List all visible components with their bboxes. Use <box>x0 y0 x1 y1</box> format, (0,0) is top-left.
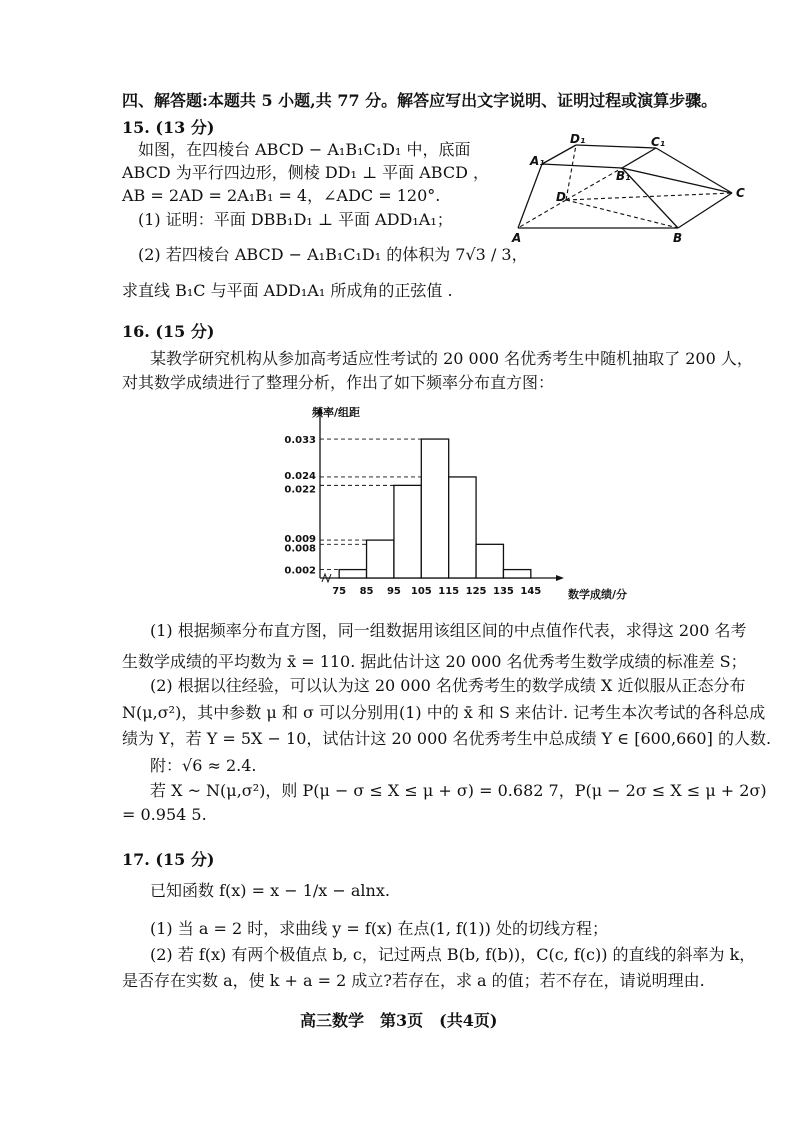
bar-135-145 <box>503 570 530 578</box>
section-header: 四、解答题:本题共 5 小题,共 77 分。解答应写出文字说明、证明过程或演算步骤。 <box>122 91 718 110</box>
label-c: C <box>736 186 745 200</box>
y-tick-label-0.008: 0.008 <box>284 543 316 555</box>
q15-part-1: (1) 证明：平面 DBB₁D₁ ⊥ 平面 ADD₁A₁； <box>138 210 453 229</box>
x-tick-label-85: 85 <box>359 586 374 597</box>
q16-normal-probs: 若 X ~ N(μ,σ²)，则 P(μ − σ ≤ X ≤ μ + σ) = 0.682 7，P(μ − 2σ ≤ X ≤ μ + 2σ) <box>150 781 767 800</box>
q15-line-6: 求直线 B₁C 与平面 ADD₁A₁ 所成角的正弦值 . <box>122 281 453 300</box>
q16-part1-b: 生数学成绩的平均数为 x̄ = 110. 据此估计这 20 000 名优秀考生数学成绩的标准差 S； <box>122 652 747 671</box>
bar-95-105 <box>394 485 421 578</box>
edge-a1-d1 <box>542 145 576 164</box>
q17-function: 已知函数 f(x) = x − 1/x − alnx. <box>150 881 390 900</box>
q16-intro-2: 对其数学成绩进行了整理分析，作出了如下频率分布直方图： <box>122 373 555 392</box>
x-axis-arrow <box>556 575 564 581</box>
q17-part2-a: (2) 若 f(x) 有两个极值点 b, c，记过两点 B(b, f(b))，C(c, f(c)) 的直线的斜率为 k， <box>150 945 756 964</box>
q15-line-2: ABCD 为平行四边形，侧棱 DD₁ ⊥ 平面 ABCD ， <box>122 163 489 182</box>
y-tick-label-0.022: 0.022 <box>284 484 316 496</box>
y-tick-label-0.024: 0.024 <box>284 470 316 482</box>
y-tick-label-0.009: 0.009 <box>284 534 316 546</box>
edge-b1-c <box>622 168 732 193</box>
label-a1: A₁ <box>530 154 545 168</box>
frequency-histogram <box>270 400 628 610</box>
q16-intro-1: 某教学研究机构从参加高考适应性考试的 20 000 名优秀考生中随机抽取了 200 人， <box>150 349 753 368</box>
x-tick-label-115: 115 <box>438 586 460 597</box>
bar-85-95 <box>367 540 394 578</box>
q17-part1: (1) 当 a = 2 时，求曲线 y = f(x) 在点(1, f(1)) 处的切线方程； <box>150 919 608 938</box>
edge-b1-a1 <box>542 164 622 168</box>
label-b: B <box>673 231 683 245</box>
edge-a-a1 <box>518 164 542 228</box>
dashed-d-b <box>566 200 678 228</box>
dashed-d-d1 <box>566 145 576 200</box>
page-footer: 高三数学 第3页 (共4页) <box>300 1011 498 1030</box>
x-tick-label-135: 135 <box>493 586 514 597</box>
label-b1: B₁ <box>616 169 631 183</box>
edge-c1-b1 <box>622 148 656 168</box>
x-tick-label-125: 125 <box>465 586 487 597</box>
edge-c-c1 <box>656 148 732 193</box>
q15-line-1: 如图，在四棱台 ABCD − A₁B₁C₁D₁ 中，底面 <box>138 140 471 159</box>
label-a: A <box>512 231 522 245</box>
label-d1: D₁ <box>570 132 586 146</box>
frustum-figure <box>510 132 760 250</box>
x-tick-label-105: 105 <box>410 586 432 597</box>
x-tick-label-145: 145 <box>520 586 542 597</box>
q17-heading: 17. (15 分) <box>122 850 215 869</box>
q16-part2-b: N(μ,σ²)，其中参数 μ 和 σ 可以分别用(1) 中的 x̄ 和 S 来估计. 记考生本次考试的各科总成 <box>122 703 766 722</box>
q16-part2-a: (2) 根据以往经验，可以认为这 20 000 名优秀考生的数学成绩 X 近似服从正态分布 <box>150 676 746 695</box>
axis-break-mark <box>322 574 331 582</box>
y-tick-label-0.002: 0.002 <box>284 565 316 577</box>
label-c1: C₁ <box>651 135 666 149</box>
q16-appendix: 附：√6 ≈ 2.4. <box>150 756 257 775</box>
x-axis-label: 数学成绩/分 <box>568 588 628 601</box>
dashed-d-a <box>518 200 566 228</box>
x-tick-label-95: 95 <box>386 586 401 597</box>
edge-d1-c1 <box>576 145 656 148</box>
q16-normal-probs-cont: = 0.954 5. <box>122 805 207 824</box>
q15-line-3: AB = 2AD = 2A₁B₁ = 4，∠ADC = 120°. <box>122 186 441 205</box>
y-tick-label-0.033: 0.033 <box>284 435 316 447</box>
bar-125-135 <box>476 544 503 578</box>
y-axis-label: 频率/组距 <box>312 406 361 419</box>
q16-heading: 16. (15 分) <box>122 322 215 341</box>
edge-b-c <box>678 193 732 228</box>
bar-105-115 <box>421 439 448 578</box>
dashed-d-b1 <box>566 168 622 200</box>
q17-part2-b: 是否存在实数 a，使 k + a = 2 成立?若存在，求 a 的值；若不存在，请说明理由. <box>122 971 705 990</box>
bar-115-125 <box>449 477 476 578</box>
q16-part1-a: (1) 根据频率分布直方图，同一组数据用该组区间的中点值作代表，求得这 200 名考 <box>150 621 747 640</box>
q15-part-2: (2) 若四棱台 ABCD − A₁B₁C₁D₁ 的体积为 7√3 / 3， <box>138 245 528 264</box>
label-d: D <box>556 190 566 204</box>
q15-heading: 15. (13 分) <box>122 118 215 137</box>
bar-75-85 <box>339 570 366 578</box>
x-tick-label-75: 75 <box>332 586 347 597</box>
q16-part2-c: 绩为 Y，若 Y = 5X − 10，试估计这 20 000 名优秀考生中总成绩 Y ∈ [600,660] 的人数. <box>122 729 772 748</box>
